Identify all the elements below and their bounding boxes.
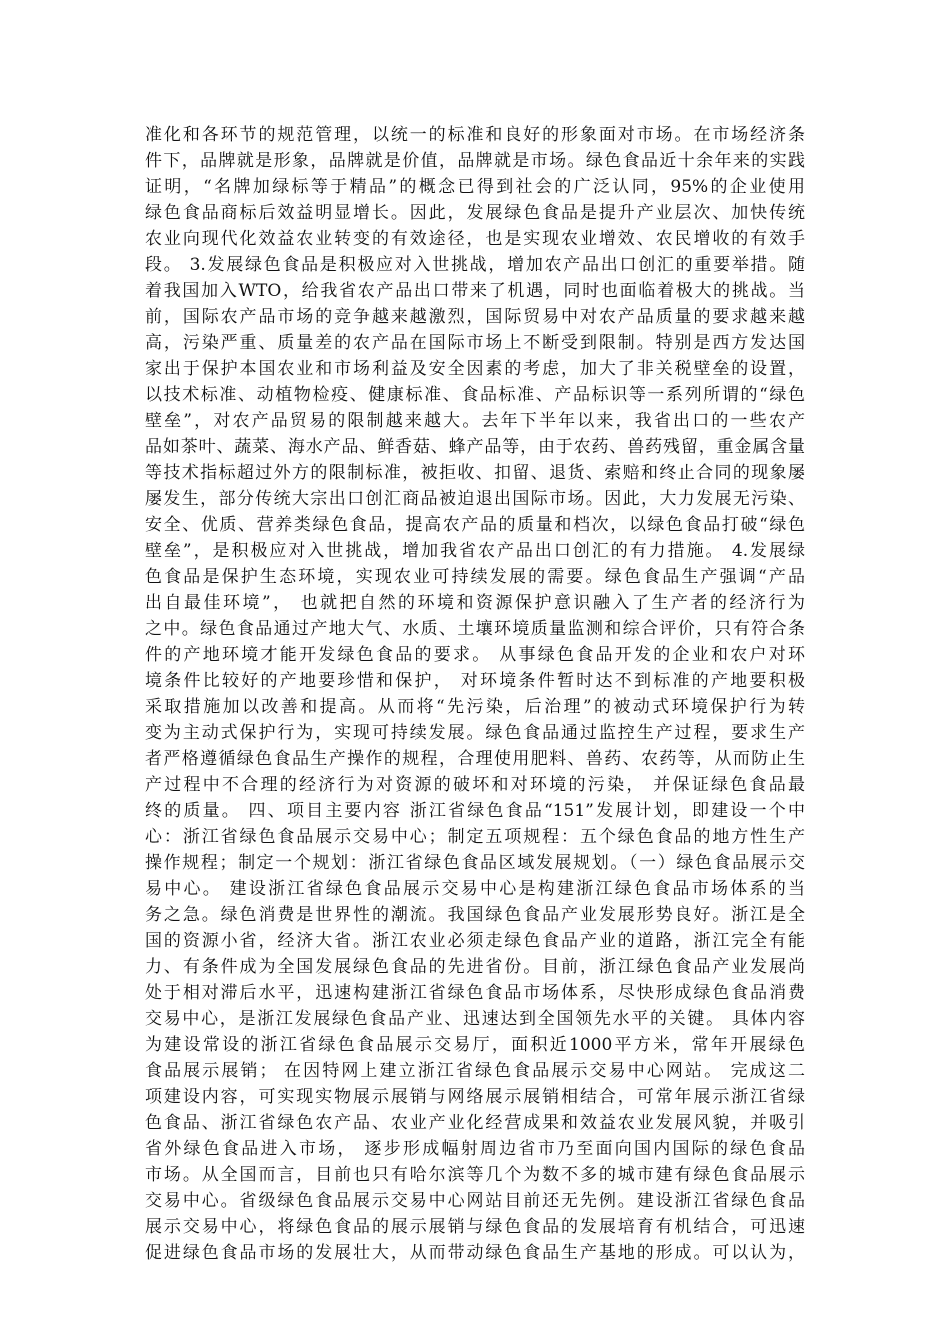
text-line: 项建设内容，可实现实物展示展销与网络展示展销相结合，可常年展示浙江省绿	[145, 1087, 805, 1107]
text-line: 出自最佳环境”， 也就把自然的环境和资源保护意识融入了生产者的经济行为	[145, 593, 805, 613]
text-line: 家出于保护本国农业和市场利益及安全因素的考虑，加大了非关税壁垒的设置，	[145, 359, 805, 379]
text-line: 易中心。 建设浙江省绿色食品展示交易中心是构建浙江绿色食品市场体系的当	[145, 879, 805, 899]
text-line: 促进绿色食品市场的发展壮大，从而带动绿色食品生产基地的形成。可以认为，	[145, 1243, 805, 1263]
text-line: 以技术标准、动植物检疫、健康标准、食品标准、产品标识等一系列所谓的“绿色	[145, 385, 805, 405]
body-text	[145, 122, 805, 1266]
text-line: 壁垒”，对农产品贸易的限制越来越大。去年下半年以来，我省出口的一些农产	[145, 411, 805, 431]
text-line: 心：浙江省绿色食品展示交易中心；制定五项规程：五个绿色食品的地方性生产	[145, 827, 805, 847]
text-line: 境条件比较好的产地要珍惜和保护， 对环境条件暂时达不到标准的产地要积极	[145, 671, 805, 691]
text-line: 屡发生，部分传统大宗出口创汇商品被迫退出国际市场。因此，大力发展无污染、	[145, 489, 805, 509]
text-line: 着我国加入WTO，给我省农产品出口带来了机遇，同时也面临着极大的挑战。当	[145, 281, 805, 301]
text-line: 件下，品牌就是形象，品牌就是价值，品牌就是市场。绿色食品近十余年来的实践	[145, 151, 805, 171]
text-line: 品如茶叶、蔬菜、海水产品、鲜香菇、蜂产品等，由于农药、兽药残留，重金属含量	[145, 437, 805, 457]
text-line: 操作规程；制定一个规划：浙江省绿色食品区域发展规划。（一）绿色食品展示交	[145, 853, 805, 873]
text-line: 为建设常设的浙江省绿色食品展示交易厅，面积近1000平方米，常年开展绿色	[145, 1035, 805, 1055]
text-line: 证明，“名牌加绿标等于精品”的概念已得到社会的广泛认同，95%的企业使用	[145, 177, 805, 197]
text-line: 食品展示展销； 在因特网上建立浙江省绿色食品展示交易中心网站。 完成这二	[145, 1061, 805, 1081]
text-line: 之中。绿色食品通过产地大气、水质、土壤环境质量监测和综合评价，只有符合条	[145, 619, 805, 639]
text-line: 绿色食品商标后效益明显增长。因此，发展绿色食品是提升产业层次、加快传统	[145, 203, 805, 223]
text-line: 力、有条件成为全国发展绿色食品的先进省份。目前，浙江绿色食品产业发展尚	[145, 957, 805, 977]
text-line: 处于相对滞后水平，迅速构建浙江省绿色食品市场体系，尽快形成绿色食品消费	[145, 983, 805, 1003]
text-line: 壁垒”，是积极应对入世挑战，增加我省农产品出口创汇的有力措施。 4.发展绿	[145, 541, 805, 561]
text-line: 安全、优质、营养类绿色食品，提高农产品的质量和档次，以绿色食品打破“绿色	[145, 515, 805, 535]
text-line: 省外绿色食品进入市场， 逐步形成幅射周边省市乃至面向国内国际的绿色食品	[145, 1139, 805, 1159]
text-line: 变为主动式保护行为，实现可持续发展。绿色食品通过监控生产过程，要求生产	[145, 723, 805, 743]
text-line: 件的产地环境才能开发绿色食品的要求。 从事绿色食品开发的企业和农户对环	[145, 645, 805, 665]
text-line: 市场。从全国而言，目前也只有哈尔滨等几个为数不多的城市建有绿色食品展示	[145, 1165, 805, 1185]
text-line: 交易中心。省级绿色食品展示交易中心网站目前还无先例。建设浙江省绿色食品	[145, 1191, 805, 1211]
text-line: 展示交易中心，将绿色食品的展示展销与绿色食品的发展培育有机结合，可迅速	[145, 1217, 805, 1237]
text-line: 产过程中不合理的经济行为对资源的破坏和对环境的污染， 并保证绿色食品最	[145, 775, 805, 795]
text-line: 准化和各环节的规范管理，以统一的标准和良好的形象面对市场。在市场经济条	[145, 125, 805, 145]
text-line: 国的资源小省，经济大省。浙江农业必须走绿色食品产业的道路，浙江完全有能	[145, 931, 805, 951]
text-line: 色食品、浙江省绿色农产品、农业产业化经营成果和效益农业发展风貌，并吸引	[145, 1113, 805, 1133]
text-line: 等技术指标超过外方的限制标准，被拒收、扣留、退货、索赔和终止合同的现象屡	[145, 463, 805, 483]
text-line: 前，国际农产品市场的竞争越来越激烈，国际贸易中对农产品质量的要求越来越	[145, 307, 805, 327]
text-line: 农业向现代化效益农业转变的有效途径，也是实现农业增效、农民增收的有效手	[145, 229, 805, 249]
text-line: 采取措施加以改善和提高。从而将“先污染，后治理”的被动式环境保护行为转	[145, 697, 805, 717]
text-line: 务之急。绿色消费是世界性的潮流。我国绿色食品产业发展形势良好。浙江是全	[145, 905, 805, 925]
text-line: 色食品是保护生态环境，实现农业可持续发展的需要。绿色食品生产强调“产品	[145, 567, 805, 587]
text-line: 段。 3.发展绿色食品是积极应对入世挑战，增加农产品出口创汇的重要举措。随	[145, 255, 805, 275]
text-line: 者严格遵循绿色食品生产操作的规程，合理使用肥料、兽药、农药等，从而防止生	[145, 749, 805, 769]
text-line: 高，污染严重、质量差的农产品在国际市场上不断受到限制。特别是西方发达国	[145, 333, 805, 353]
text-line: 交易中心，是浙江发展绿色食品产业、迅速达到全国领先水平的关键。 具体内容	[145, 1009, 805, 1029]
text-line: 终的质量。 四、项目主要内容 浙江省绿色食品“151”发展计划，即建设一个中	[145, 801, 805, 821]
